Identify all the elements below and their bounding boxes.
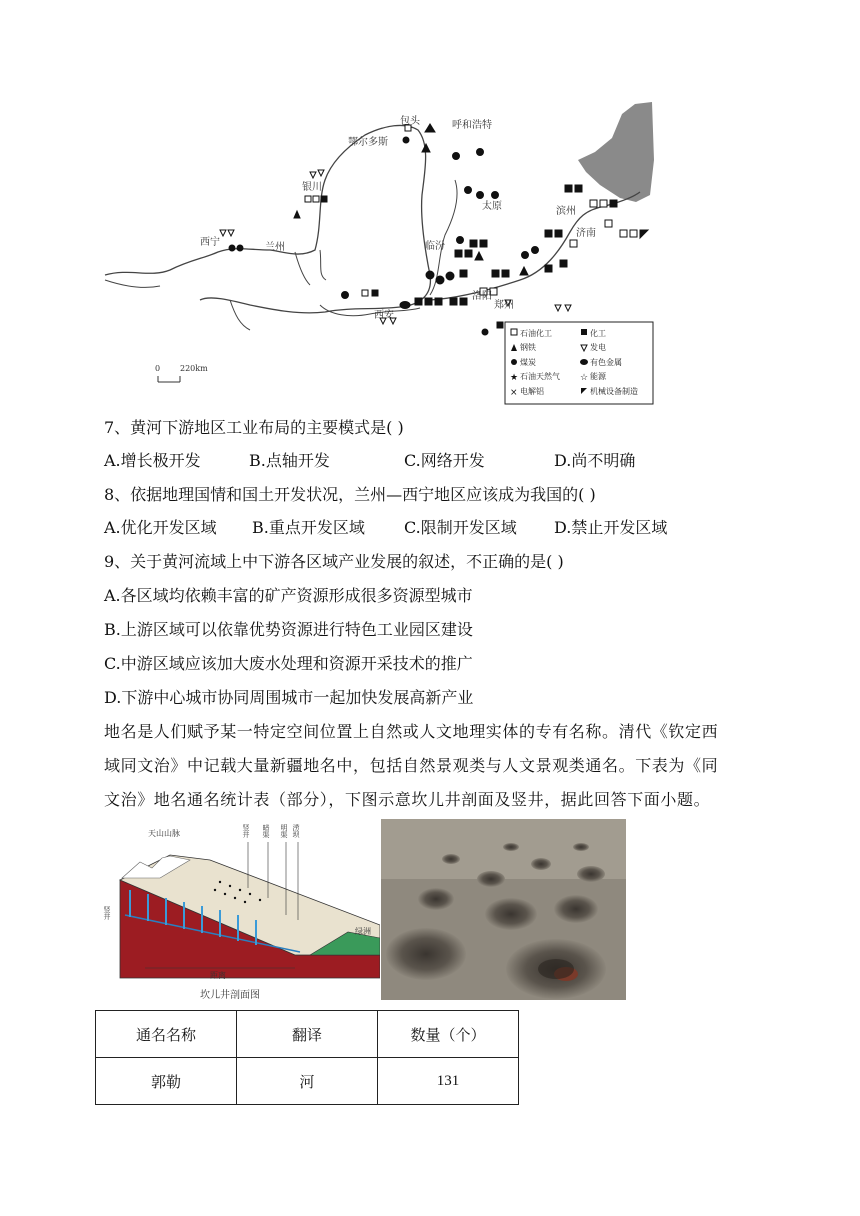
legend-label: 石油天然气 — [520, 372, 560, 381]
legend-label: 电解铝 — [520, 387, 544, 396]
option-c[interactable]: C.网络开发 — [404, 451, 485, 470]
passage-line: 域同文治》中记载大量新疆地名中，包括自然景观类与人文景观类通名。下表为《同 — [104, 756, 719, 775]
option-a[interactable]: A.各区域均依赖丰富的矿产资源形成很多资源型城市 — [104, 586, 473, 605]
option-c[interactable]: C.限制开发区域 — [404, 518, 517, 537]
option-d[interactable]: D.尚不明确 — [554, 451, 636, 470]
option-b[interactable]: B.重点开发区域 — [252, 518, 365, 537]
sea-area — [578, 102, 654, 202]
diagram-label: 明渠 — [280, 824, 288, 838]
table-header-cell: 数量（个） — [378, 1011, 519, 1058]
diagram-label: 暗渠 — [262, 824, 270, 838]
legend-label: 化工 — [590, 329, 606, 338]
table-cell: 河 — [237, 1058, 378, 1105]
city-label: 包头 — [400, 116, 420, 127]
kariz-shafts-photo — [381, 819, 626, 1000]
diagram-label: 竖井 — [242, 824, 250, 838]
photo-svg — [381, 819, 626, 1000]
city-label: 太原 — [482, 201, 502, 212]
option-d[interactable]: D.禁止开发区域 — [554, 518, 668, 537]
svg-text:☆: ☆ — [580, 373, 589, 383]
legend-label: 石油化工 — [520, 329, 552, 338]
city-label: 西安 — [374, 310, 394, 321]
legend-label: 机械设备制造 — [590, 387, 638, 396]
option-a[interactable]: A.增长极开发 — [104, 451, 201, 470]
city-label: 西宁 — [200, 237, 220, 248]
place-name-stat-table — [95, 1010, 519, 1105]
city-label: 济南 — [576, 228, 596, 239]
diagram-label: 竖井 — [103, 906, 111, 920]
diagram-label: 天山山脉 — [148, 829, 180, 838]
question-7-options — [104, 451, 764, 471]
option-c[interactable]: C.中游区域应该加大废水处理和资源开采技术的推广 — [104, 654, 473, 673]
passage-line: 地名是人们赋予某一特定空间位置上自然或人文地理实体的专有名称。清代《钦定西 — [104, 722, 719, 741]
yellow-river-industry-map — [100, 100, 660, 410]
table-cell: 郭勒 — [96, 1058, 237, 1105]
svg-text:×: × — [510, 388, 518, 398]
legend-label: 煤炭 — [520, 358, 536, 367]
map-legend — [505, 322, 653, 404]
scale-zero: 0 — [155, 364, 161, 373]
table-header-cell: 通名名称 — [96, 1011, 237, 1058]
diagram-label: 绿洲 — [355, 927, 371, 936]
diagram-label: 涝坝 — [292, 824, 300, 838]
question-8-options — [104, 518, 764, 538]
city-label: 银川 — [302, 182, 322, 193]
option-d[interactable]: D.下游中心城市协同周围城市一起加快发展高新产业 — [104, 688, 474, 707]
city-label: 呼和浩特 — [452, 120, 492, 131]
question-7-stem: 7、黄河下游地区工业布局的主要模式是( ) — [104, 418, 404, 437]
kariz-profile-diagram — [100, 820, 380, 1002]
tributary-upper — [295, 250, 326, 285]
table-header-cell: 翻译 — [237, 1011, 378, 1058]
legend-label: 发电 — [590, 343, 606, 352]
city-label: 滨州 — [556, 206, 576, 217]
scale-label: 220km — [180, 364, 208, 373]
tributary-west — [105, 280, 250, 330]
city-label: 郑州 — [494, 300, 514, 311]
table-row — [96, 1058, 519, 1105]
legend-label: 有色金属 — [590, 358, 622, 367]
passage-line: 文治》地名通名统计表（部分），下图示意坎儿井剖面及竖井，据此回答下面小题。 — [104, 790, 711, 809]
question-8-stem: 8、依据地理国情和国土开发状况，兰州—西宁地区应该成为我国的( ) — [104, 485, 596, 504]
city-label: 兰州 — [265, 242, 285, 253]
city-label: 临汾 — [425, 241, 445, 252]
table-header-row — [96, 1011, 519, 1058]
kariz-diagram-svg — [100, 820, 380, 1002]
city-label: 鄂尔多斯 — [348, 137, 388, 148]
city-label: 洛阳 — [472, 291, 492, 302]
diagram-label: 距离 — [210, 971, 226, 980]
diagram-caption: 坎儿井剖面图 — [200, 990, 260, 1001]
option-b[interactable]: B.点轴开发 — [249, 451, 330, 470]
yellow-river — [105, 125, 640, 312]
option-a[interactable]: A.优化开发区域 — [104, 518, 217, 537]
legend-label: 钢铁 — [520, 343, 536, 352]
table-cell: 131 — [378, 1058, 519, 1105]
question-9-stem: 9、关于黄河流域上中下游各区域产业发展的叙述，不正确的是( ) — [104, 552, 564, 571]
option-b[interactable]: B.上游区域可以依靠优势资源进行特色工业园区建设 — [104, 620, 473, 639]
legend-label: 能源 — [590, 372, 606, 381]
svg-text:★: ★ — [510, 373, 519, 383]
